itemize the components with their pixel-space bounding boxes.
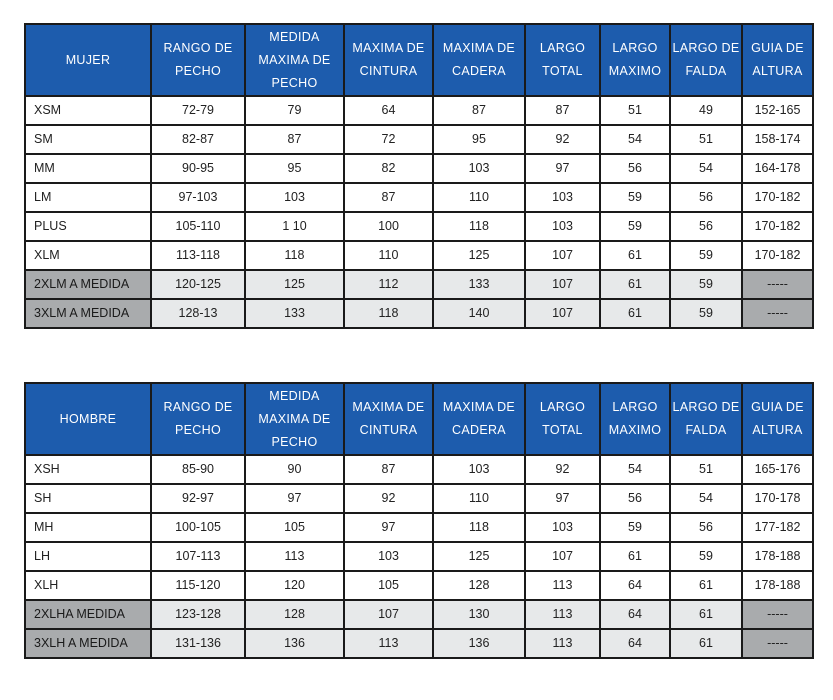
cell-largo-falda: 54 xyxy=(670,154,742,183)
cell-medida-max-pecho: 133 xyxy=(245,299,344,328)
cell-largo-total: 87 xyxy=(525,96,600,125)
cell-size-label: MM xyxy=(25,154,151,183)
cell-max-cintura: 113 xyxy=(344,629,433,658)
table-row xyxy=(25,542,813,571)
cell-size-label: LM xyxy=(25,183,151,212)
table-row-custom xyxy=(25,629,813,658)
cell-largo-total: 97 xyxy=(525,484,600,513)
cell-max-cadera: 136 xyxy=(433,629,525,658)
table-row xyxy=(25,241,813,270)
cell-max-cadera: 140 xyxy=(433,299,525,328)
table-row xyxy=(25,183,813,212)
header-cell-max-cintura: MAXIMA DE CINTURA xyxy=(344,24,433,96)
header-cell-largo-maximo: LARGO MAXIMO xyxy=(600,383,670,455)
cell-max-cadera: 118 xyxy=(433,513,525,542)
cell-medida-max-pecho: 97 xyxy=(245,484,344,513)
cell-largo-total: 103 xyxy=(525,212,600,241)
header-cell-max-cintura: MAXIMA DE CINTURA xyxy=(344,383,433,455)
cell-size-label: SM xyxy=(25,125,151,154)
cell-max-cintura: 72 xyxy=(344,125,433,154)
cell-max-cintura: 64 xyxy=(344,96,433,125)
cell-max-cadera: 95 xyxy=(433,125,525,154)
cell-size-label: 2XLM A MEDIDA xyxy=(25,270,151,299)
cell-max-cadera: 103 xyxy=(433,154,525,183)
cell-max-cintura: 87 xyxy=(344,183,433,212)
cell-medida-max-pecho: 1 10 xyxy=(245,212,344,241)
cell-max-cadera: 128 xyxy=(433,571,525,600)
cell-rango-pecho: 85-90 xyxy=(151,455,245,484)
cell-size-label: XSM xyxy=(25,96,151,125)
cell-largo-falda: 59 xyxy=(670,542,742,571)
table-body xyxy=(25,455,813,658)
cell-guia-altura: 170-182 xyxy=(742,241,813,270)
cell-size-label: 3XLH A MEDIDA xyxy=(25,629,151,658)
cell-max-cadera: 133 xyxy=(433,270,525,299)
cell-max-cintura: 82 xyxy=(344,154,433,183)
cell-largo-total: 107 xyxy=(525,241,600,270)
cell-largo-maximo: 64 xyxy=(600,629,670,658)
cell-max-cintura: 105 xyxy=(344,571,433,600)
header-cell-label: MUJER xyxy=(25,24,151,96)
cell-medida-max-pecho: 105 xyxy=(245,513,344,542)
cell-max-cintura: 97 xyxy=(344,513,433,542)
cell-largo-falda: 56 xyxy=(670,513,742,542)
table-row xyxy=(25,484,813,513)
cell-medida-max-pecho: 95 xyxy=(245,154,344,183)
cell-rango-pecho: 128-13 xyxy=(151,299,245,328)
cell-rango-pecho: 115-120 xyxy=(151,571,245,600)
cell-size-label: MH xyxy=(25,513,151,542)
header-cell-largo-total: LARGO TOTAL xyxy=(525,383,600,455)
cell-medida-max-pecho: 87 xyxy=(245,125,344,154)
cell-medida-max-pecho: 128 xyxy=(245,600,344,629)
cell-largo-falda: 59 xyxy=(670,270,742,299)
cell-largo-maximo: 61 xyxy=(600,542,670,571)
cell-size-label: XLM xyxy=(25,241,151,270)
cell-medida-max-pecho: 136 xyxy=(245,629,344,658)
cell-max-cadera: 118 xyxy=(433,212,525,241)
cell-guia-altura: 177-182 xyxy=(742,513,813,542)
cell-size-label: 2XLHA MEDIDA xyxy=(25,600,151,629)
header-cell-largo-falda: LARGO DE FALDA xyxy=(670,383,742,455)
cell-guia-altura: 170-178 xyxy=(742,484,813,513)
cell-largo-maximo: 64 xyxy=(600,600,670,629)
cell-largo-falda: 51 xyxy=(670,125,742,154)
size-table-hombre xyxy=(24,382,814,659)
cell-largo-total: 92 xyxy=(525,125,600,154)
cell-largo-total: 107 xyxy=(525,270,600,299)
header-cell-medida-max-pecho: MEDIDA MAXIMA DE PECHO xyxy=(245,24,344,96)
cell-max-cadera: 125 xyxy=(433,241,525,270)
cell-guia-altura: ----- xyxy=(742,629,813,658)
cell-max-cintura: 107 xyxy=(344,600,433,629)
cell-max-cadera: 110 xyxy=(433,183,525,212)
cell-largo-total: 103 xyxy=(525,513,600,542)
cell-rango-pecho: 97-103 xyxy=(151,183,245,212)
cell-max-cadera: 125 xyxy=(433,542,525,571)
header-cell-largo-total: LARGO TOTAL xyxy=(525,24,600,96)
cell-largo-maximo: 56 xyxy=(600,484,670,513)
header-cell-rango-pecho: RANGO DE PECHO xyxy=(151,383,245,455)
header-row xyxy=(25,383,813,455)
cell-size-label: PLUS xyxy=(25,212,151,241)
cell-largo-total: 113 xyxy=(525,629,600,658)
header-cell-max-cadera: MAXIMA DE CADERA xyxy=(433,24,525,96)
cell-guia-altura: 170-182 xyxy=(742,183,813,212)
table-row xyxy=(25,96,813,125)
cell-max-cintura: 87 xyxy=(344,455,433,484)
cell-max-cintura: 118 xyxy=(344,299,433,328)
cell-rango-pecho: 90-95 xyxy=(151,154,245,183)
cell-medida-max-pecho: 125 xyxy=(245,270,344,299)
size-table-mujer xyxy=(24,23,814,329)
cell-guia-altura: 158-174 xyxy=(742,125,813,154)
cell-largo-maximo: 59 xyxy=(600,513,670,542)
cell-guia-altura: ----- xyxy=(742,299,813,328)
table-header xyxy=(25,24,813,96)
cell-max-cintura: 112 xyxy=(344,270,433,299)
cell-largo-maximo: 54 xyxy=(600,125,670,154)
cell-medida-max-pecho: 120 xyxy=(245,571,344,600)
cell-size-label: XSH xyxy=(25,455,151,484)
cell-rango-pecho: 105-110 xyxy=(151,212,245,241)
cell-largo-falda: 49 xyxy=(670,96,742,125)
cell-rango-pecho: 123-128 xyxy=(151,600,245,629)
cell-medida-max-pecho: 103 xyxy=(245,183,344,212)
cell-largo-maximo: 59 xyxy=(600,183,670,212)
cell-rango-pecho: 92-97 xyxy=(151,484,245,513)
cell-medida-max-pecho: 118 xyxy=(245,241,344,270)
cell-rango-pecho: 82-87 xyxy=(151,125,245,154)
table-row xyxy=(25,212,813,241)
cell-guia-altura: 178-188 xyxy=(742,571,813,600)
table-row xyxy=(25,455,813,484)
table-row-custom xyxy=(25,270,813,299)
cell-guia-altura: 170-182 xyxy=(742,212,813,241)
header-cell-max-cadera: MAXIMA DE CADERA xyxy=(433,383,525,455)
cell-largo-falda: 61 xyxy=(670,600,742,629)
header-cell-guia-altura: GUIA DE ALTURA xyxy=(742,24,813,96)
cell-largo-maximo: 61 xyxy=(600,299,670,328)
cell-guia-altura: 164-178 xyxy=(742,154,813,183)
cell-guia-altura: 152-165 xyxy=(742,96,813,125)
header-cell-medida-max-pecho: MEDIDA MAXIMA DE PECHO xyxy=(245,383,344,455)
cell-largo-total: 113 xyxy=(525,571,600,600)
cell-medida-max-pecho: 79 xyxy=(245,96,344,125)
cell-largo-maximo: 61 xyxy=(600,270,670,299)
cell-largo-falda: 61 xyxy=(670,571,742,600)
table-row xyxy=(25,571,813,600)
cell-largo-maximo: 64 xyxy=(600,571,670,600)
header-cell-rango-pecho: RANGO DE PECHO xyxy=(151,24,245,96)
cell-size-label: 3XLM A MEDIDA xyxy=(25,299,151,328)
table-row-custom xyxy=(25,600,813,629)
cell-size-label: XLH xyxy=(25,571,151,600)
cell-max-cintura: 103 xyxy=(344,542,433,571)
cell-max-cadera: 87 xyxy=(433,96,525,125)
cell-largo-falda: 61 xyxy=(670,629,742,658)
cell-largo-total: 107 xyxy=(525,299,600,328)
table-body xyxy=(25,96,813,328)
cell-medida-max-pecho: 90 xyxy=(245,455,344,484)
cell-max-cintura: 92 xyxy=(344,484,433,513)
header-cell-largo-falda: LARGO DE FALDA xyxy=(670,24,742,96)
cell-largo-falda: 54 xyxy=(670,484,742,513)
cell-rango-pecho: 72-79 xyxy=(151,96,245,125)
cell-largo-total: 107 xyxy=(525,542,600,571)
cell-size-label: LH xyxy=(25,542,151,571)
cell-largo-total: 113 xyxy=(525,600,600,629)
cell-max-cadera: 130 xyxy=(433,600,525,629)
cell-max-cintura: 110 xyxy=(344,241,433,270)
table-row-custom xyxy=(25,299,813,328)
cell-max-cadera: 103 xyxy=(433,455,525,484)
cell-largo-maximo: 51 xyxy=(600,96,670,125)
cell-largo-falda: 59 xyxy=(670,241,742,270)
cell-guia-altura: 165-176 xyxy=(742,455,813,484)
cell-largo-falda: 56 xyxy=(670,183,742,212)
cell-largo-total: 97 xyxy=(525,154,600,183)
cell-size-label: SH xyxy=(25,484,151,513)
cell-largo-total: 92 xyxy=(525,455,600,484)
cell-largo-total: 103 xyxy=(525,183,600,212)
cell-medida-max-pecho: 113 xyxy=(245,542,344,571)
cell-largo-maximo: 54 xyxy=(600,455,670,484)
table-row xyxy=(25,125,813,154)
cell-largo-maximo: 56 xyxy=(600,154,670,183)
cell-largo-maximo: 59 xyxy=(600,212,670,241)
cell-largo-falda: 59 xyxy=(670,299,742,328)
cell-max-cadera: 110 xyxy=(433,484,525,513)
cell-guia-altura: ----- xyxy=(742,270,813,299)
cell-rango-pecho: 113-118 xyxy=(151,241,245,270)
cell-largo-maximo: 61 xyxy=(600,241,670,270)
header-cell-guia-altura: GUIA DE ALTURA xyxy=(742,383,813,455)
table-row xyxy=(25,513,813,542)
header-cell-largo-maximo: LARGO MAXIMO xyxy=(600,24,670,96)
cell-rango-pecho: 131-136 xyxy=(151,629,245,658)
header-cell-label: HOMBRE xyxy=(25,383,151,455)
cell-guia-altura: ----- xyxy=(742,600,813,629)
cell-max-cintura: 100 xyxy=(344,212,433,241)
cell-guia-altura: 178-188 xyxy=(742,542,813,571)
table-header xyxy=(25,383,813,455)
cell-rango-pecho: 120-125 xyxy=(151,270,245,299)
table-row xyxy=(25,154,813,183)
cell-rango-pecho: 100-105 xyxy=(151,513,245,542)
header-row xyxy=(25,24,813,96)
cell-rango-pecho: 107-113 xyxy=(151,542,245,571)
cell-largo-falda: 56 xyxy=(670,212,742,241)
cell-largo-falda: 51 xyxy=(670,455,742,484)
